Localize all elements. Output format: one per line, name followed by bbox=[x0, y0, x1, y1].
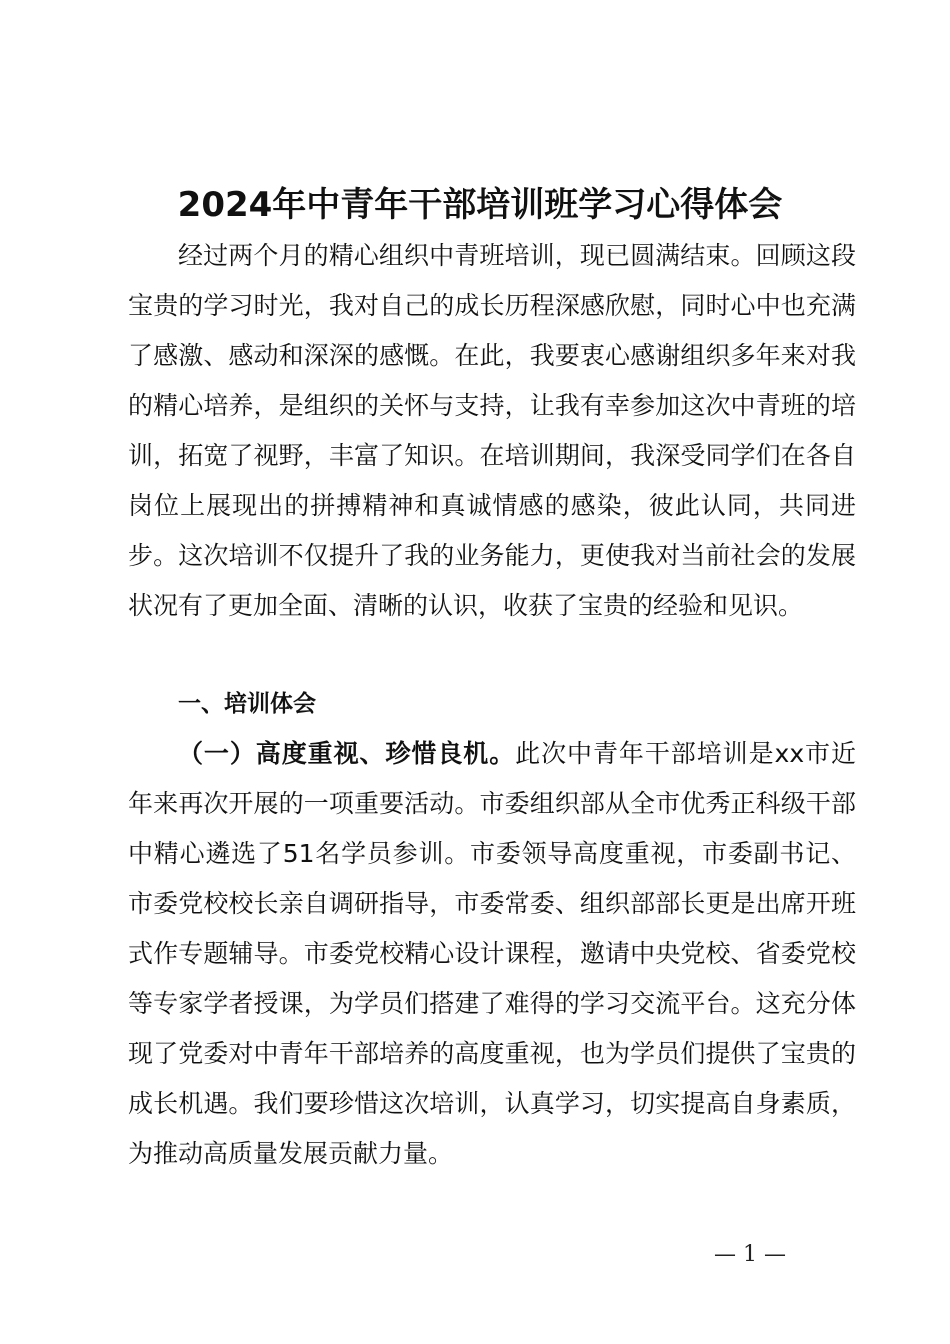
intro-paragraph: 经过两个月的精心组织中青班培训，现已圆满结束。回顾这段宝贵的学习时光，我对自己的成长历程深感欣慰，同时心中也充满了感激、感动和深深的感慨。在此，我要衷心感谢组织多年来对我的精心培养，是组织的关怀与支持，让我有幸参加这次中青班的培训，拓宽了视野，丰富了知识。在培训期间，我深受同学们在各自岗位上展现出的拼搏精神和真诚情感的感染，彼此认同，共同进步。这次培训不仅提升了我的业务能力，更使我对当前社会的发展状况有了更加全面、清晰的认识，收获了宝贵的经验和见识。 bbox=[128, 241, 856, 620]
document-title: 2024年中青年干部培训班学习心得体会 bbox=[177, 185, 783, 225]
subsection-lead: （一）高度重视、珍惜良机。 bbox=[178, 739, 516, 768]
section-heading-training-experience: 一、培训体会 bbox=[178, 691, 316, 717]
subsection-body: 此次中青年干部培训是xx市近年来再次开展的一项重要活动。市委组织部从全市优秀正科级干部中精心遴选了51名学员参训。市委领导高度重视，市委副书记、市委党校校长亲自调研指导，市委常委、组织部部长更是出席开班式作专题辅导。市委党校精心设计课程，邀请中央党校、省委党校等专家学者授课，为学员们搭建了难得的学习交流平台。这充分体现了党委对中青年干部培养的高度重视，也为学员们提供了宝贵的成长机遇。我们要珍惜这次培训，认真学习，切实提高自身素质，为推动高质量发展贡献力量。 bbox=[128, 739, 856, 1168]
subsection-paragraph bbox=[128, 729, 856, 1179]
page-number: — 1 — bbox=[714, 1242, 786, 1267]
